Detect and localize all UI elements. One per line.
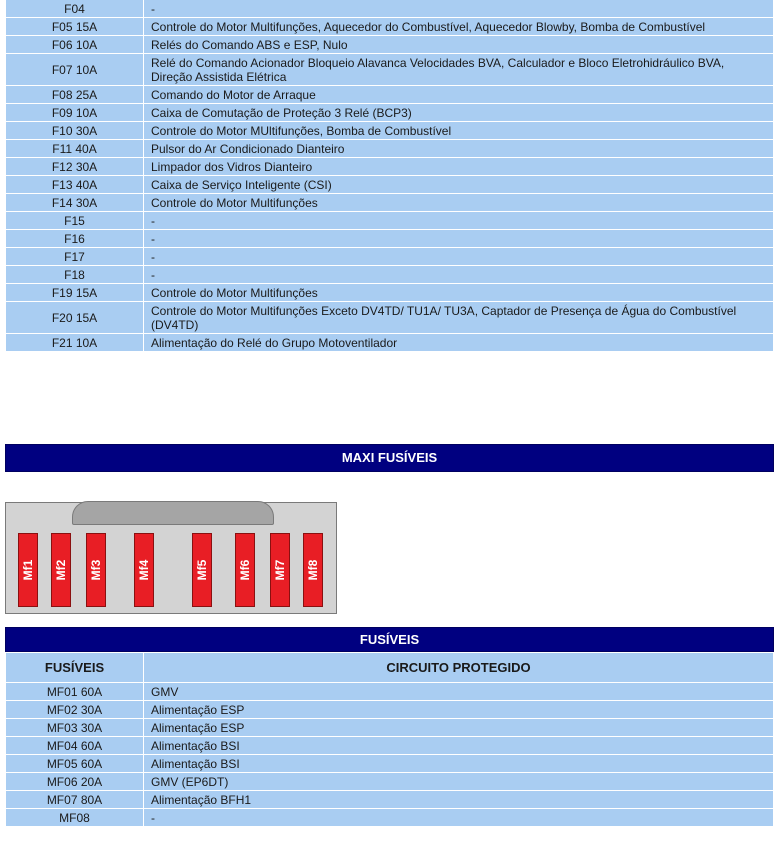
fuse-description: Controle do Motor Multifunções, Aquecedor do Combustível, Aquecedor Blowby, Bomba de Combustível (144, 18, 774, 36)
fuse-code: F19 15A (6, 284, 144, 302)
table-row (6, 36, 774, 54)
table-row (6, 683, 774, 701)
fuse-code: F07 10A (6, 54, 144, 86)
fuse-description: GMV (144, 683, 774, 701)
fuse-description: Alimentação BSI (144, 755, 774, 773)
fuse-description: Relé do Comando Acionador Bloqueio Alavanca Velocidades BVA, Calculador e Bloco Eletrohidráulico BVA, Direção Assistida Elétrica (144, 54, 774, 86)
table-row (6, 86, 774, 104)
fuse-code: F21 10A (6, 334, 144, 352)
maxi-fuse-mf5 (192, 533, 212, 607)
table-row (6, 719, 774, 737)
fuse-description: Controle do Motor Multifunções Exceto DV4TD/ TU1A/ TU3A, Captador de Presença de Água do Combustível (DV4TD) (144, 302, 774, 334)
fuse-table (5, 0, 774, 352)
fuse-code: F17 (6, 248, 144, 266)
fuse-label: Mf2 (54, 559, 68, 581)
fuse-label: Mf1 (21, 559, 35, 581)
table-row (6, 176, 774, 194)
fuse-code: F13 40A (6, 176, 144, 194)
connector-housing (72, 501, 274, 525)
table-row (6, 0, 774, 18)
fuse-code: MF05 60A (6, 755, 144, 773)
table-row (6, 104, 774, 122)
fuse-description: Controle do Motor Multifunções (144, 194, 774, 212)
fuse-code: MF03 30A (6, 719, 144, 737)
maxi-fuse-mf4 (134, 533, 154, 607)
fuse-code: MF02 30A (6, 701, 144, 719)
table-row (6, 248, 774, 266)
maxi-fusiveis-header: MAXI FUSÍVEIS (5, 444, 774, 472)
maxi-fuse-diagram (5, 502, 337, 614)
fuse-description: Caixa de Comutação de Proteção 3 Relé (BCP3) (144, 104, 774, 122)
fuse-code: F09 10A (6, 104, 144, 122)
table-row (6, 284, 774, 302)
fuse-description: Controle do Motor MUltifunções, Bomba de Combustível (144, 122, 774, 140)
fuse-description: Alimentação ESP (144, 719, 774, 737)
fuse-label: Mf6 (238, 559, 252, 581)
fuse-code: MF04 60A (6, 737, 144, 755)
fuse-code: F04 (6, 0, 144, 18)
fuse-code: F06 10A (6, 36, 144, 54)
fuse-table-body (6, 0, 774, 352)
fuse-description: Limpador dos Vidros Dianteiro (144, 158, 774, 176)
fusiveis-header: FUSÍVEIS (5, 627, 774, 652)
fuse-description: Controle do Motor Multifunções (144, 284, 774, 302)
table-row (6, 194, 774, 212)
fuse-code: F05 15A (6, 18, 144, 36)
fuse-code: F16 (6, 230, 144, 248)
maxi-fuse-table (5, 652, 774, 827)
fuse-label: Mf7 (273, 559, 287, 581)
fuse-code: F18 (6, 266, 144, 284)
table-row (6, 302, 774, 334)
table-row (6, 334, 774, 352)
maxi-fuse-mf6 (235, 533, 255, 607)
fuse-description: - (144, 212, 774, 230)
fuse-description: - (144, 266, 774, 284)
maxi-fuse-table-body (6, 683, 774, 827)
fuse-description: Alimentação do Relé do Grupo Motoventilador (144, 334, 774, 352)
fuse-code: F15 (6, 212, 144, 230)
fuse-description: Relés do Comando ABS e ESP, Nulo (144, 36, 774, 54)
fuse-description: - (144, 809, 774, 827)
fuse-code: F08 25A (6, 86, 144, 104)
fuse-code: F10 30A (6, 122, 144, 140)
fuse-code: F14 30A (6, 194, 144, 212)
maxi-fuse-mf3 (86, 533, 106, 607)
fuse-description: - (144, 0, 774, 18)
fuse-label: Mf8 (306, 559, 320, 581)
table-row (6, 755, 774, 773)
fuse-code: MF07 80A (6, 791, 144, 809)
fuse-description: Pulsor do Ar Condicionado Dianteiro (144, 140, 774, 158)
table-row (6, 212, 774, 230)
table-row (6, 266, 774, 284)
fuse-code: MF01 60A (6, 683, 144, 701)
maxi-fuse-mf1 (18, 533, 38, 607)
maxi-fuse-mf2 (51, 533, 71, 607)
table-row (6, 54, 774, 86)
column-header-fuse: FUSÍVEIS (6, 653, 144, 683)
table-row (6, 737, 774, 755)
fuse-description: Alimentação BFH1 (144, 791, 774, 809)
column-header-row (6, 653, 774, 683)
fuse-description: - (144, 248, 774, 266)
maxi-fuse-mf8 (303, 533, 323, 607)
fuse-code: F20 15A (6, 302, 144, 334)
fuse-description: Caixa de Serviço Inteligente (CSI) (144, 176, 774, 194)
fuse-description: Comando do Motor de Arraque (144, 86, 774, 104)
fuse-description: Alimentação ESP (144, 701, 774, 719)
table-row (6, 701, 774, 719)
fuse-code: MF06 20A (6, 773, 144, 791)
fuse-description: - (144, 230, 774, 248)
table-row (6, 773, 774, 791)
fuse-code: F11 40A (6, 140, 144, 158)
maxi-fuse-mf7 (270, 533, 290, 607)
fuse-label: Mf5 (195, 559, 209, 581)
column-header-circuit: CIRCUITO PROTEGIDO (144, 653, 774, 683)
fuse-label: Mf4 (137, 559, 151, 581)
fuse-code: F12 30A (6, 158, 144, 176)
table-row (6, 158, 774, 176)
fuse-label: Mf3 (89, 559, 103, 581)
table-row (6, 122, 774, 140)
table-row (6, 809, 774, 827)
table-row (6, 791, 774, 809)
fuse-description: Alimentação BSI (144, 737, 774, 755)
fuse-description: GMV (EP6DT) (144, 773, 774, 791)
fuse-code: MF08 (6, 809, 144, 827)
table-row (6, 140, 774, 158)
table-row (6, 18, 774, 36)
table-row (6, 230, 774, 248)
